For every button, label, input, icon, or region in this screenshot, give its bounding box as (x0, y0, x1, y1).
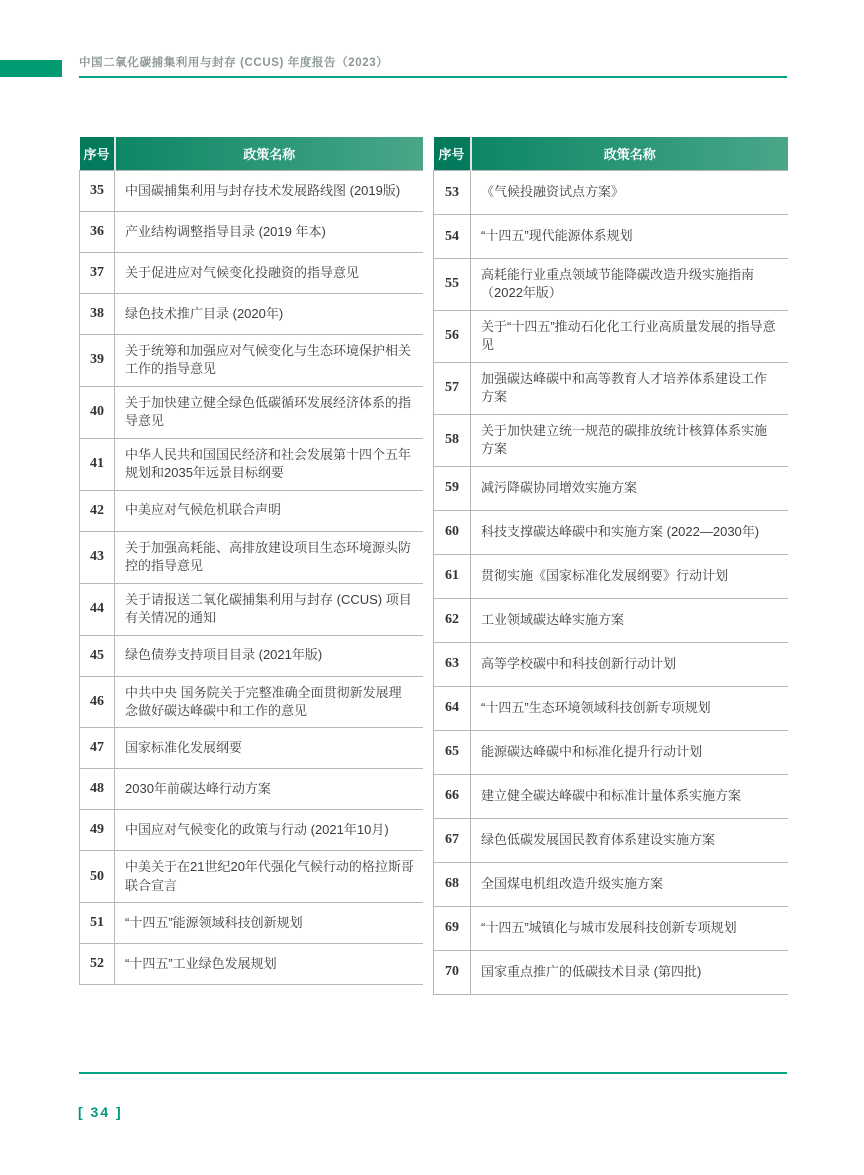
table-row (434, 730, 789, 774)
policy-name: 关于请报送二氧化碳捕集利用与封存 (CCUS) 项目有关情况的通知 (115, 583, 424, 635)
policy-name: 工业领域碳达峰实施方案 (471, 598, 789, 642)
policy-name: 绿色技术推广目录 (2020年) (115, 294, 424, 335)
table-row (434, 906, 789, 950)
table-row (434, 598, 789, 642)
policy-number: 49 (80, 810, 115, 851)
policy-number: 53 (434, 171, 471, 215)
table-header-row (80, 137, 424, 171)
table-row (434, 818, 789, 862)
page-number: [ 34 ] (78, 1104, 123, 1120)
policy-number: 67 (434, 818, 471, 862)
table-row (434, 310, 789, 362)
policy-number: 65 (434, 730, 471, 774)
policy-name: 绿色低碳发展国民教育体系建设实施方案 (471, 818, 789, 862)
policy-number: 63 (434, 642, 471, 686)
policy-name: 国家重点推广的低碳技术目录 (第四批) (471, 950, 789, 994)
table-row (80, 728, 424, 769)
table-header-row (434, 137, 789, 171)
footer-rule (79, 1072, 787, 1074)
table-row (434, 171, 789, 215)
policy-name: 国家标准化发展纲要 (115, 728, 424, 769)
report-header-title: 中国二氧化碳捕集利用与封存 (CCUS) 年度报告（2023） (79, 57, 389, 69)
policy-name: “十四五”能源领域科技创新规划 (115, 903, 424, 944)
column-header-policy-name: 政策名称 (471, 137, 789, 171)
table-row (80, 294, 424, 335)
policy-number: 58 (434, 414, 471, 466)
table-row (80, 851, 424, 903)
policy-number: 48 (80, 769, 115, 810)
policy-table-right (433, 137, 788, 995)
policy-number: 62 (434, 598, 471, 642)
policy-number: 36 (80, 212, 115, 253)
table-row (434, 862, 789, 906)
table-row (80, 171, 424, 212)
header-accent-block (0, 60, 62, 77)
policy-number: 57 (434, 362, 471, 414)
column-header-policy-name: 政策名称 (115, 137, 424, 171)
policy-number: 54 (434, 215, 471, 259)
policy-name: 关于加强高耗能、高排放建设项目生态环境源头防控的指导意见 (115, 531, 424, 583)
table-row (434, 554, 789, 598)
policy-name: 高等学校碳中和科技创新行动计划 (471, 642, 789, 686)
policy-number: 70 (434, 950, 471, 994)
table-row (80, 212, 424, 253)
policy-tables (79, 137, 788, 995)
table-row (80, 810, 424, 851)
table-row (434, 642, 789, 686)
table-row (80, 490, 424, 531)
table-row (80, 335, 424, 387)
policy-name: 科技支撑碳达峰碳中和实施方案 (2022—2030年) (471, 510, 789, 554)
policy-name: 中美关于在21世纪20年代强化气候行动的格拉斯哥联合宣言 (115, 851, 424, 903)
policy-name: 关于加快建立统一规范的碳排放统计核算体系实施方案 (471, 414, 789, 466)
policy-number: 44 (80, 583, 115, 635)
header-rule (79, 76, 787, 78)
table-row (434, 466, 789, 510)
column-header-number: 序号 (80, 137, 115, 171)
policy-number: 68 (434, 862, 471, 906)
policy-name: 能源碳达峰碳中和标准化提升行动计划 (471, 730, 789, 774)
policy-number: 39 (80, 335, 115, 387)
policy-number: 35 (80, 171, 115, 212)
policy-name: 中美应对气候危机联合声明 (115, 490, 424, 531)
policy-number: 59 (434, 466, 471, 510)
table-row (80, 386, 424, 438)
policy-name: “十四五”生态环境领域科技创新专项规划 (471, 686, 789, 730)
policy-name: “十四五”工业绿色发展规划 (115, 944, 424, 985)
table-row (80, 531, 424, 583)
policy-name: “十四五”现代能源体系规划 (471, 215, 789, 259)
policy-name: 全国煤电机组改造升级实施方案 (471, 862, 789, 906)
table-row (80, 583, 424, 635)
policy-number: 46 (80, 676, 115, 728)
table-row (434, 414, 789, 466)
policy-name: 加强碳达峰碳中和高等教育人才培养体系建设工作方案 (471, 362, 789, 414)
policy-name: “十四五”城镇化与城市发展科技创新专项规划 (471, 906, 789, 950)
policy-name: 建立健全碳达峰碳中和标准计量体系实施方案 (471, 774, 789, 818)
table-row (434, 510, 789, 554)
policy-number: 55 (434, 259, 471, 311)
policy-name: 关于“十四五”推动石化化工行业高质量发展的指导意见 (471, 310, 789, 362)
table-row (80, 769, 424, 810)
policy-name: 中国碳捕集利用与封存技术发展路线图 (2019版) (115, 171, 424, 212)
policy-name: 《气候投融资试点方案》 (471, 171, 789, 215)
policy-name: 减污降碳协同增效实施方案 (471, 466, 789, 510)
policy-name: 中国应对气候变化的政策与行动 (2021年10月) (115, 810, 424, 851)
policy-name: 关于促进应对气候变化投融资的指导意见 (115, 253, 424, 294)
policy-number: 64 (434, 686, 471, 730)
table-row (434, 362, 789, 414)
policy-table-left (79, 137, 423, 985)
column-header-number: 序号 (434, 137, 471, 171)
table-row (80, 944, 424, 985)
policy-name: 高耗能行业重点领域节能降碳改造升级实施指南（2022年版） (471, 259, 789, 311)
table-row (434, 259, 789, 311)
table-row (80, 903, 424, 944)
policy-number: 40 (80, 386, 115, 438)
table-row (80, 676, 424, 728)
policy-name: 2030年前碳达峰行动方案 (115, 769, 424, 810)
table-row (434, 774, 789, 818)
policy-number: 47 (80, 728, 115, 769)
policy-number: 52 (80, 944, 115, 985)
table-row (434, 950, 789, 994)
policy-number: 56 (434, 310, 471, 362)
policy-number: 41 (80, 438, 115, 490)
policy-number: 50 (80, 851, 115, 903)
policy-name: 绿色债券支持项目目录 (2021年版) (115, 635, 424, 676)
policy-name: 中共中央 国务院关于完整准确全面贯彻新发展理念做好碳达峰碳中和工作的意见 (115, 676, 424, 728)
policy-number: 43 (80, 531, 115, 583)
table-row (80, 635, 424, 676)
policy-number: 66 (434, 774, 471, 818)
policy-number: 45 (80, 635, 115, 676)
policy-name: 中华人民共和国国民经济和社会发展第十四个五年规划和2035年远景目标纲要 (115, 438, 424, 490)
policy-number: 61 (434, 554, 471, 598)
policy-number: 38 (80, 294, 115, 335)
table-row (80, 253, 424, 294)
policy-number: 69 (434, 906, 471, 950)
table-row (80, 438, 424, 490)
policy-name: 关于加快建立健全绿色低碳循环发展经济体系的指导意见 (115, 386, 424, 438)
policy-number: 37 (80, 253, 115, 294)
policy-number: 60 (434, 510, 471, 554)
policy-name: 关于统筹和加强应对气候变化与生态环境保护相关工作的指导意见 (115, 335, 424, 387)
table-row (434, 215, 789, 259)
policy-name: 贯彻实施《国家标准化发展纲要》行动计划 (471, 554, 789, 598)
policy-number: 51 (80, 903, 115, 944)
policy-name: 产业结构调整指导目录 (2019 年本) (115, 212, 424, 253)
policy-number: 42 (80, 490, 115, 531)
table-row (434, 686, 789, 730)
